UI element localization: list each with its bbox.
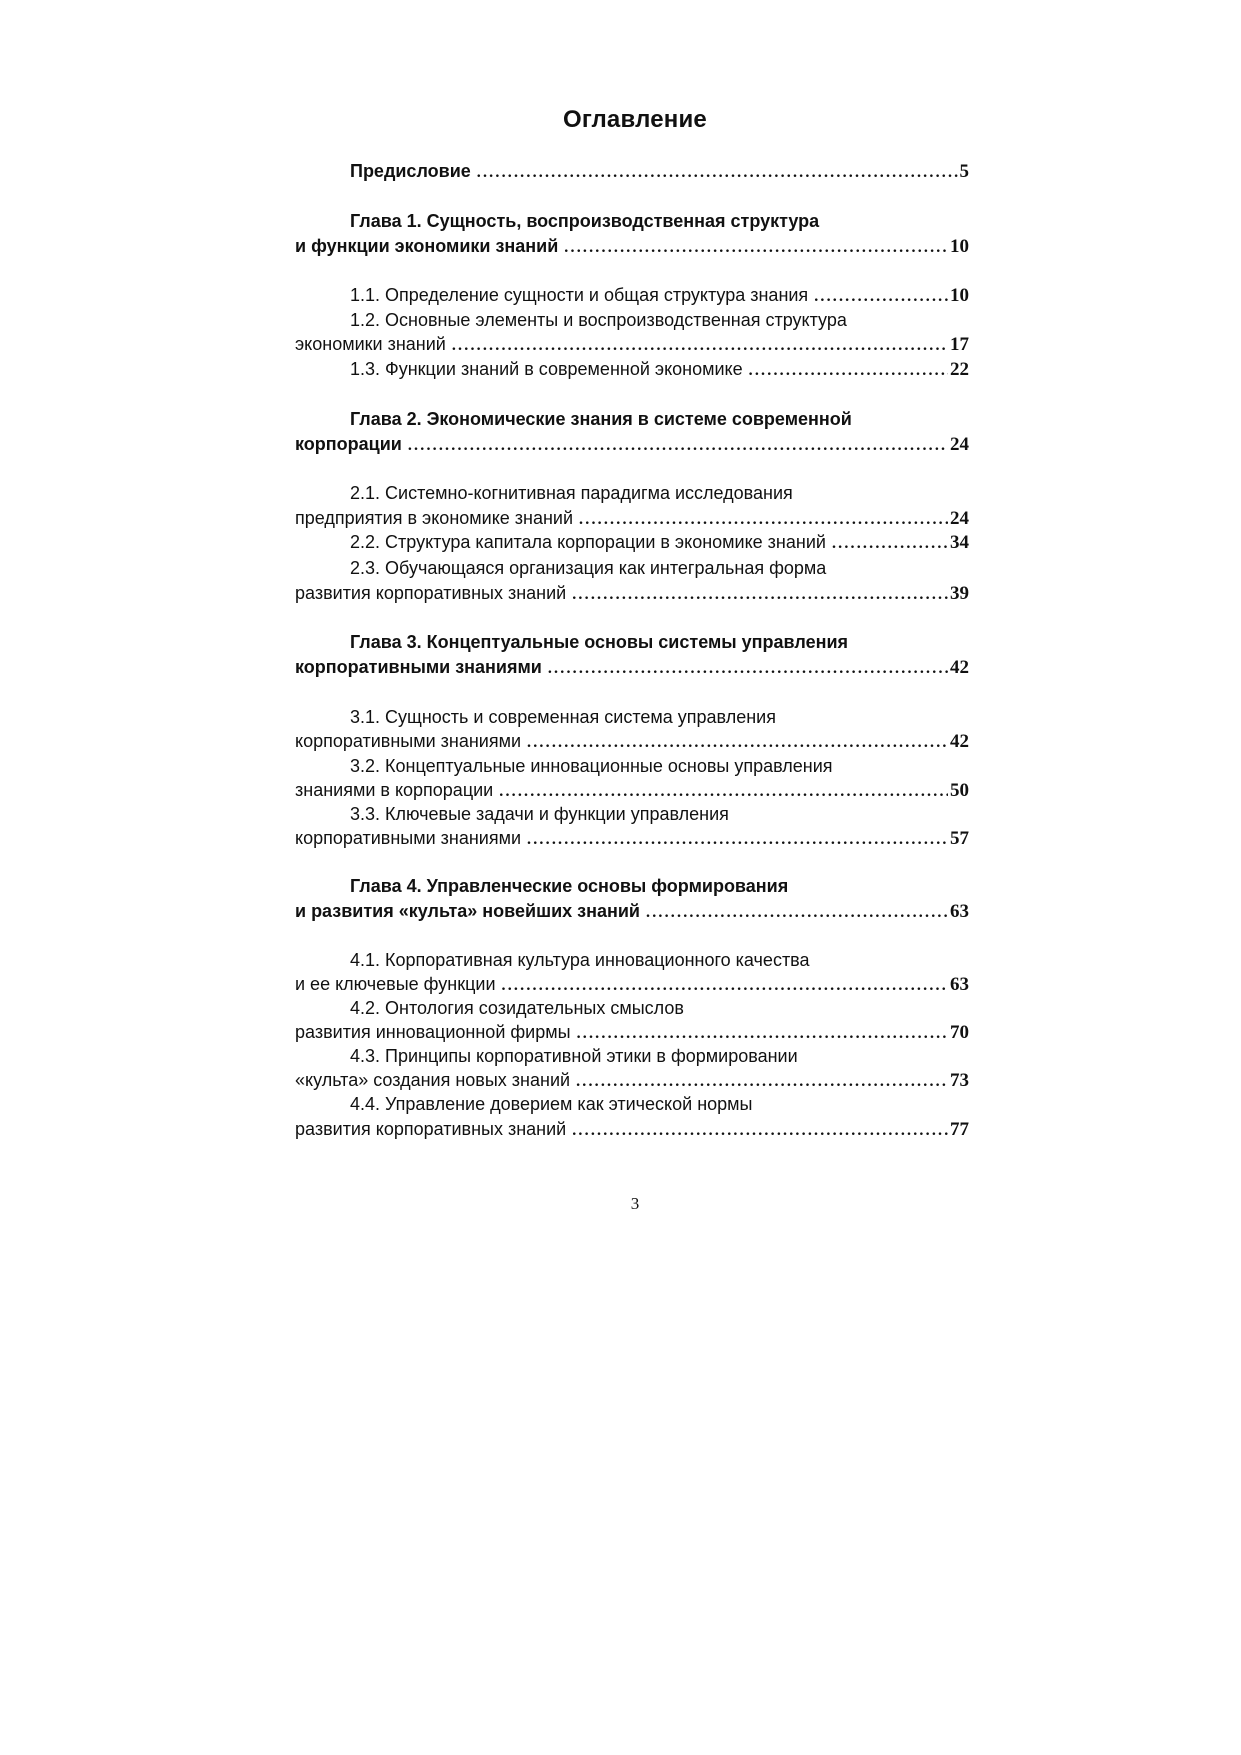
toc-section-4-4[interactable] <box>295 1116 969 1142</box>
toc-chapter-3-entry[interactable] <box>295 654 969 680</box>
toc-chapter-1-heading[interactable]: Глава 1. Сущность, воспроизводственная структура <box>350 211 820 231</box>
toc-section-1-3[interactable] <box>350 356 969 382</box>
toc-page-number: 24 <box>950 434 969 455</box>
toc-section-4-3-heading[interactable]: 4.3. Принципы корпоративной этики в формировании <box>350 1046 798 1066</box>
toc-entry-text: и функции экономики знаний <box>295 236 559 256</box>
toc-entry-text: «культа» создания новых знаний <box>295 1070 571 1090</box>
toc-page-number: 22 <box>950 359 969 380</box>
toc-leader-dots <box>477 160 958 186</box>
toc-entry-text: знаниями в корпорации <box>295 780 494 800</box>
toc-entry-preface[interactable] <box>350 158 969 184</box>
toc-chapter-4-entry[interactable] <box>295 898 969 924</box>
toc-section-3-3[interactable] <box>295 825 969 851</box>
toc-leader-dots <box>646 900 948 926</box>
toc-leader-dots <box>527 827 948 853</box>
toc-section-1-2-heading[interactable]: 1.2. Основные элементы и воспроизводственная структура <box>350 310 847 330</box>
toc-leader-dots <box>548 656 948 682</box>
toc-entry-text: и развития «культа» новейших знаний <box>295 901 640 921</box>
toc-page-number: 5 <box>959 161 969 182</box>
toc-section-4-2[interactable] <box>295 1019 969 1045</box>
toc-chapter-4-heading[interactable]: Глава 4. Управленческие основы формирования <box>350 876 789 896</box>
toc-entry-text: развития инновационной фирмы <box>295 1022 571 1042</box>
toc-section-1-2[interactable] <box>295 331 969 357</box>
toc-entry-text: корпорации <box>295 434 402 454</box>
toc-section-2-1-heading[interactable]: 2.1. Системно-когнитивная парадигма исследования <box>350 483 793 503</box>
toc-section-4-3[interactable] <box>295 1067 969 1093</box>
toc-page-number: 34 <box>950 532 969 553</box>
toc-page-number: 10 <box>950 236 969 257</box>
toc-entry-text: 2.2. Структура капитала корпорации в экономике знаний <box>350 532 826 552</box>
toc-leader-dots <box>564 235 948 261</box>
toc-section-4-2-heading[interactable]: 4.2. Онтология созидательных смыслов <box>350 998 684 1018</box>
toc-leader-dots <box>749 358 948 384</box>
toc-page-number: 42 <box>950 657 969 678</box>
toc-leader-dots <box>408 433 948 459</box>
toc-page-number: 57 <box>950 828 969 849</box>
toc-page-number: 73 <box>950 1070 969 1091</box>
toc-page-number: 17 <box>950 334 969 355</box>
toc-page-number: 42 <box>950 731 969 752</box>
toc-section-3-3-heading[interactable]: 3.3. Ключевые задачи и функции управления <box>350 804 729 824</box>
toc-section-3-1-heading[interactable]: 3.1. Сущность и современная система управления <box>350 707 776 727</box>
toc-page-number: 77 <box>950 1119 969 1140</box>
toc-leader-dots <box>832 531 948 557</box>
toc-page-number: 63 <box>950 974 969 995</box>
toc-leader-dots <box>572 582 948 608</box>
toc-section-4-1[interactable] <box>295 971 969 997</box>
toc-entry-text: развития корпоративных знаний <box>295 1119 567 1139</box>
toc-section-2-2[interactable] <box>350 529 969 555</box>
toc-page-number: 70 <box>950 1022 969 1043</box>
toc-entry-text: экономики знаний <box>295 334 446 354</box>
toc-entry-text: и ее ключевые функции <box>295 974 496 994</box>
toc-entry-text: корпоративными знаниями <box>295 731 522 751</box>
toc-entry-text: корпоративными знаниями <box>295 657 542 677</box>
toc-page-number: 10 <box>950 285 969 306</box>
toc-section-3-1[interactable] <box>295 728 969 754</box>
toc-entry-text: корпоративными знаниями <box>295 828 522 848</box>
toc-section-1-1[interactable] <box>350 282 969 308</box>
toc-entry-text: развития корпоративных знаний <box>295 583 567 603</box>
toc-page-number: 24 <box>950 508 969 529</box>
page-number: 3 <box>630 1194 640 1213</box>
toc-section-4-4-heading[interactable]: 4.4. Управление доверием как этической нормы <box>350 1094 753 1114</box>
toc-section-3-2[interactable] <box>295 777 969 803</box>
toc-section-2-1[interactable] <box>295 505 969 531</box>
toc-entry-text: 1.1. Определение сущности и общая структура знания <box>350 285 809 305</box>
toc-entry-text: 1.3. Функции знаний в современной экономике <box>350 359 743 379</box>
page-title: Оглавление <box>563 106 707 133</box>
toc-page-number: 63 <box>950 901 969 922</box>
toc-chapter-3-heading[interactable]: Глава 3. Концептуальные основы системы управления <box>350 632 849 652</box>
toc-entry-text: предприятия в экономике знаний <box>295 508 574 528</box>
toc-section-2-3[interactable] <box>295 580 969 606</box>
toc-chapter-1-entry[interactable] <box>295 233 969 259</box>
toc-page-number: 39 <box>950 583 969 604</box>
toc-leader-dots <box>572 1118 948 1144</box>
toc-chapter-2-heading[interactable]: Глава 2. Экономические знания в системе современной <box>350 409 852 429</box>
toc-page-number: 50 <box>950 780 969 801</box>
toc-section-3-2-heading[interactable]: 3.2. Концептуальные инновационные основы управления <box>350 756 833 776</box>
toc-section-2-3-heading[interactable]: 2.3. Обучающаяся организация как интегральная форма <box>350 558 827 578</box>
toc-section-4-1-heading[interactable]: 4.1. Корпоративная культура инновационного качества <box>350 950 810 970</box>
toc-entry-text: Предисловие <box>350 161 471 181</box>
toc-chapter-2-entry[interactable] <box>295 431 969 457</box>
